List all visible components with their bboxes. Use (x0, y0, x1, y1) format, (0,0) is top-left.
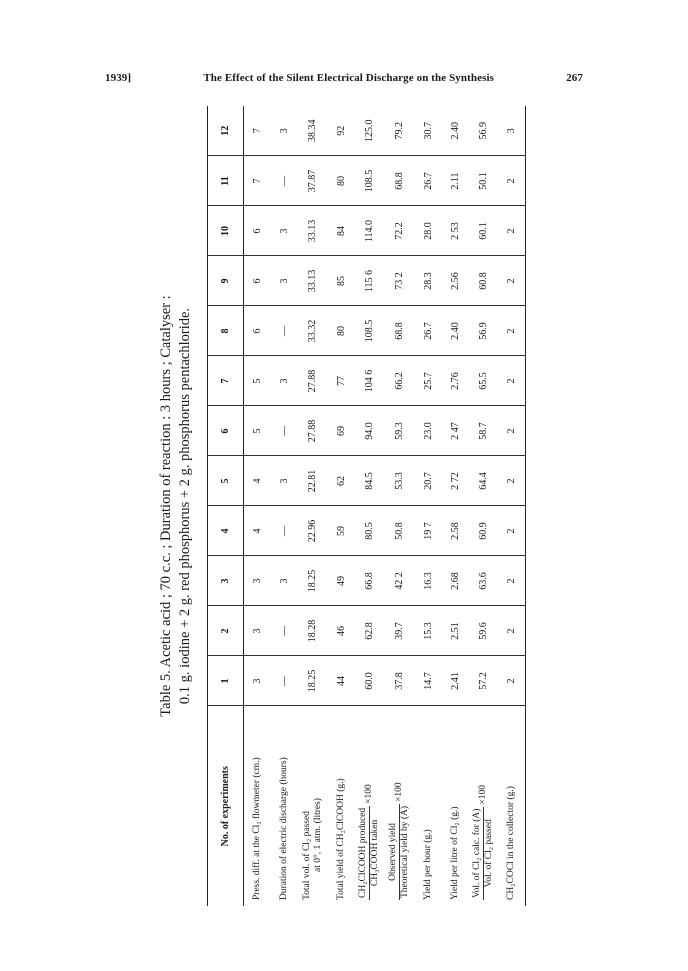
table-cell: 108.5 (355, 306, 385, 356)
table-header-row (208, 106, 244, 906)
table-cell: 7 (244, 156, 271, 206)
column-header: 5 (208, 456, 244, 506)
table-cell: 6 (244, 206, 271, 256)
table-cell: 77 (328, 356, 355, 406)
table-cell: 50.8 (385, 506, 415, 556)
table-cell: 53.3 (385, 456, 415, 506)
table-cell: 60.8 (469, 256, 499, 306)
table-cell: 49 (328, 556, 355, 606)
ratio-denominator: CH₃COOH taken (370, 819, 380, 887)
table-cell: 42 2 (385, 556, 415, 606)
table-cell: 2 (499, 406, 526, 456)
table-cell: 37.8 (385, 656, 415, 706)
table-cell: 64.4 (469, 456, 499, 506)
rotated-table-block (95, 106, 555, 906)
table-cell: 25.7 (415, 356, 442, 406)
table-cell: 3 (244, 656, 271, 706)
table-cell: 66.2 (385, 356, 415, 406)
table-cell: 5 (244, 356, 271, 406)
ratio-multiplier: ×100 (478, 784, 488, 805)
table-cell: 2.68 (442, 556, 469, 606)
table-cell: 56.9 (469, 306, 499, 356)
table-cell: 50.1 (469, 156, 499, 206)
table-cell: 2.41 (442, 656, 469, 706)
running-title: The Effect of the Silent Electrical Discharge on the Synthesis (203, 72, 494, 84)
table-cell: 2 (499, 356, 526, 406)
table-cell: 2 72 (442, 456, 469, 506)
table-cell: 3 (271, 206, 298, 256)
column-header: 1 (208, 656, 244, 706)
table-cell: 2.40 (449, 122, 461, 140)
header-label: No. of experiments (208, 706, 244, 906)
table-cell: 4 (244, 456, 271, 506)
table-cell: 18.25 (298, 556, 328, 606)
table-cell: 19 7 (415, 506, 442, 556)
table-cell: 3 (244, 556, 271, 606)
table-cell: 79.2 (394, 122, 405, 140)
table-cell: 5 (244, 406, 271, 456)
table-row (328, 106, 355, 906)
column-header: 2 (208, 606, 244, 656)
table-cell: 60.9 (469, 506, 499, 556)
table-row (355, 106, 385, 906)
column-header: 6 (208, 406, 244, 456)
table-cell: 68.8 (385, 306, 415, 356)
ratio-numerator: Observed yield (388, 804, 400, 900)
table-cell: 39.7 (385, 606, 415, 656)
table-cell: 3 (506, 128, 518, 134)
table-row (415, 106, 442, 906)
table-cell: 2.58 (442, 506, 469, 556)
table-cell: 2 (499, 456, 526, 506)
table-cell: 92 (335, 125, 347, 136)
ratio-denominator: Vol. of Cl₂ passed (484, 819, 494, 888)
row-label: CH₂COCl in the collector (g.) (499, 706, 526, 906)
table-cell: 30.7 (422, 122, 434, 140)
table-cell: 37.87 (298, 156, 328, 206)
table-cell: 66.8 (355, 556, 385, 606)
table-cell: 16.3 (415, 556, 442, 606)
table-cell: 63.6 (469, 556, 499, 606)
caption-line-1: Table 5. Acetic acid ; 70 c.c. ; Duration of reaction : 3 hours ; Catalyser : (158, 295, 174, 717)
table-caption (157, 106, 195, 906)
table-cell: 26.7 (415, 306, 442, 356)
row-label: Press. diff. at the Cl₂ flowmeter (cm.) (244, 706, 271, 906)
table-row (442, 106, 469, 906)
table-cell: 20.7 (415, 456, 442, 506)
table-cell: 2 53 (442, 206, 469, 256)
page-number: 267 (566, 72, 583, 84)
table-cell: 2.40 (442, 306, 469, 356)
table-cell: 62.8 (355, 606, 385, 656)
table-cell: 84.5 (355, 456, 385, 506)
data-table (207, 106, 526, 906)
ratio-numerator: CH₂ClCOOH produced (358, 807, 368, 898)
table-cell: 60.1 (469, 206, 499, 256)
table-cell: 59 (328, 506, 355, 556)
row-label (355, 706, 385, 906)
ratio-label (358, 806, 381, 900)
row-label (298, 706, 328, 906)
table-cell: — (271, 606, 298, 656)
table-cell: 22.96 (298, 506, 328, 556)
table-cell: 18.25 (298, 656, 328, 706)
column-header: 10 (208, 206, 244, 256)
table-cell: — (271, 656, 298, 706)
table-row (469, 106, 499, 906)
table-cell: 125.0 (364, 119, 375, 142)
table-cell: 108.5 (355, 156, 385, 206)
table-row (499, 106, 526, 906)
table-cell: 27.88 (298, 406, 328, 456)
table-cell: 104 6 (355, 356, 385, 406)
row-label: Duration of electric discharge (hours) (271, 706, 298, 906)
table-cell: — (271, 306, 298, 356)
table-cell: 57.2 (469, 656, 499, 706)
table-cell: 58.7 (469, 406, 499, 456)
table-cell: 2 (499, 556, 526, 606)
table-cell: 2 (499, 506, 526, 556)
table-cell: 3 (271, 556, 298, 606)
table-cell: 33.32 (298, 306, 328, 356)
table-cell: 3 (271, 456, 298, 506)
table-cell: 2.11 (442, 156, 469, 206)
row-label (385, 706, 415, 906)
table-cell: 26.7 (415, 156, 442, 206)
table-row (271, 106, 298, 906)
table-cell: 80.5 (355, 506, 385, 556)
table-cell: 3 (278, 128, 290, 134)
table-cell: — (271, 156, 298, 206)
table-cell: 56.9 (478, 122, 489, 140)
ratio-multiplier: ×100 (364, 784, 374, 804)
row-label-line-2: at 0°, 1 atm. (litres) (312, 798, 323, 872)
table-cell: 85 (328, 256, 355, 306)
table-cell: 72.2 (385, 206, 415, 256)
table-cell: 44 (328, 656, 355, 706)
table-cell: 28.0 (415, 206, 442, 256)
column-header: 9 (208, 256, 244, 306)
table-cell: 80 (328, 306, 355, 356)
ratio-label (388, 804, 411, 900)
table-cell: 33.13 (298, 256, 328, 306)
running-head (105, 68, 583, 88)
table-cell: 2 (499, 206, 526, 256)
table-cell: — (271, 506, 298, 556)
table-cell: 4 (244, 506, 271, 556)
row-label (469, 706, 499, 906)
table-cell: 3 (271, 256, 298, 306)
table-cell: 28.3 (415, 256, 442, 306)
table-cell: 3 (244, 606, 271, 656)
table-cell: 2.76 (442, 356, 469, 406)
ratio-numerator: Vol. of Cl₂ calc. for (A) (472, 808, 482, 898)
table-cell: 59.3 (385, 406, 415, 456)
table-cell: 6 (244, 306, 271, 356)
table-cell: 60.0 (355, 656, 385, 706)
table-cell: 2.51 (442, 606, 469, 656)
table-cell: 2 (499, 656, 526, 706)
row-label: Total yield of CH₂ClCOOH (g.) (328, 706, 355, 906)
table-cell: 2 47 (442, 406, 469, 456)
row-label: Yield per litre of Cl₂ (g.) (442, 706, 469, 906)
table-cell: 33.13 (298, 206, 328, 256)
table-cell: 2.56 (442, 256, 469, 306)
table-cell: 94.0 (355, 406, 385, 456)
table-row (298, 106, 328, 906)
ratio-label (472, 807, 495, 900)
table-cell: 80 (328, 156, 355, 206)
table-cell: 18.28 (298, 606, 328, 656)
table-cell: 15.3 (415, 606, 442, 656)
table-cell: 62 (328, 456, 355, 506)
column-header: 7 (208, 356, 244, 406)
table-cell: 27.88 (298, 356, 328, 406)
table-cell: 73 2 (385, 256, 415, 306)
table-cell: 2 (499, 156, 526, 206)
table-cell: 59.6 (469, 606, 499, 656)
table-cell: 46 (328, 606, 355, 656)
table-cell: 2 (499, 306, 526, 356)
column-header: 3 (208, 556, 244, 606)
row-label-line-1: Total vol. of Cl₂ passed (301, 811, 312, 900)
table-cell: 23.0 (415, 406, 442, 456)
ratio-denominator: Theoretical yield by (A) (400, 805, 410, 898)
table-cell: 38.34 (307, 119, 318, 142)
table-cell: 114.0 (355, 206, 385, 256)
table-cell: 84 (328, 206, 355, 256)
table-cell: 115 6 (355, 256, 385, 306)
column-header: 12 (208, 106, 244, 156)
table-row (244, 106, 271, 906)
table-row (385, 106, 415, 906)
table-cell: 22.81 (298, 456, 328, 506)
year-label: 1939] (105, 72, 132, 84)
table-cell: 69 (328, 406, 355, 456)
table-cell: 2 (499, 606, 526, 656)
table-cell: 6 (244, 256, 271, 306)
table-cell: 7 (251, 128, 263, 134)
table-cell: 65.5 (469, 356, 499, 406)
column-header: 8 (208, 306, 244, 356)
table-cell: 68.8 (385, 156, 415, 206)
column-header: 4 (208, 506, 244, 556)
ratio-multiplier: ×100 (394, 782, 404, 802)
table-cell: 2 (499, 256, 526, 306)
column-header: 11 (208, 156, 244, 206)
table-cell: 3 (271, 356, 298, 406)
table-cell: 14.7 (415, 656, 442, 706)
table-cell: — (271, 406, 298, 456)
row-label: Yield per hour (g.) (415, 706, 442, 906)
caption-line-2: 0.1 g. iodine + 2 g. red phosphorus + 2 g. phosphorus pentachloride. (177, 307, 193, 705)
